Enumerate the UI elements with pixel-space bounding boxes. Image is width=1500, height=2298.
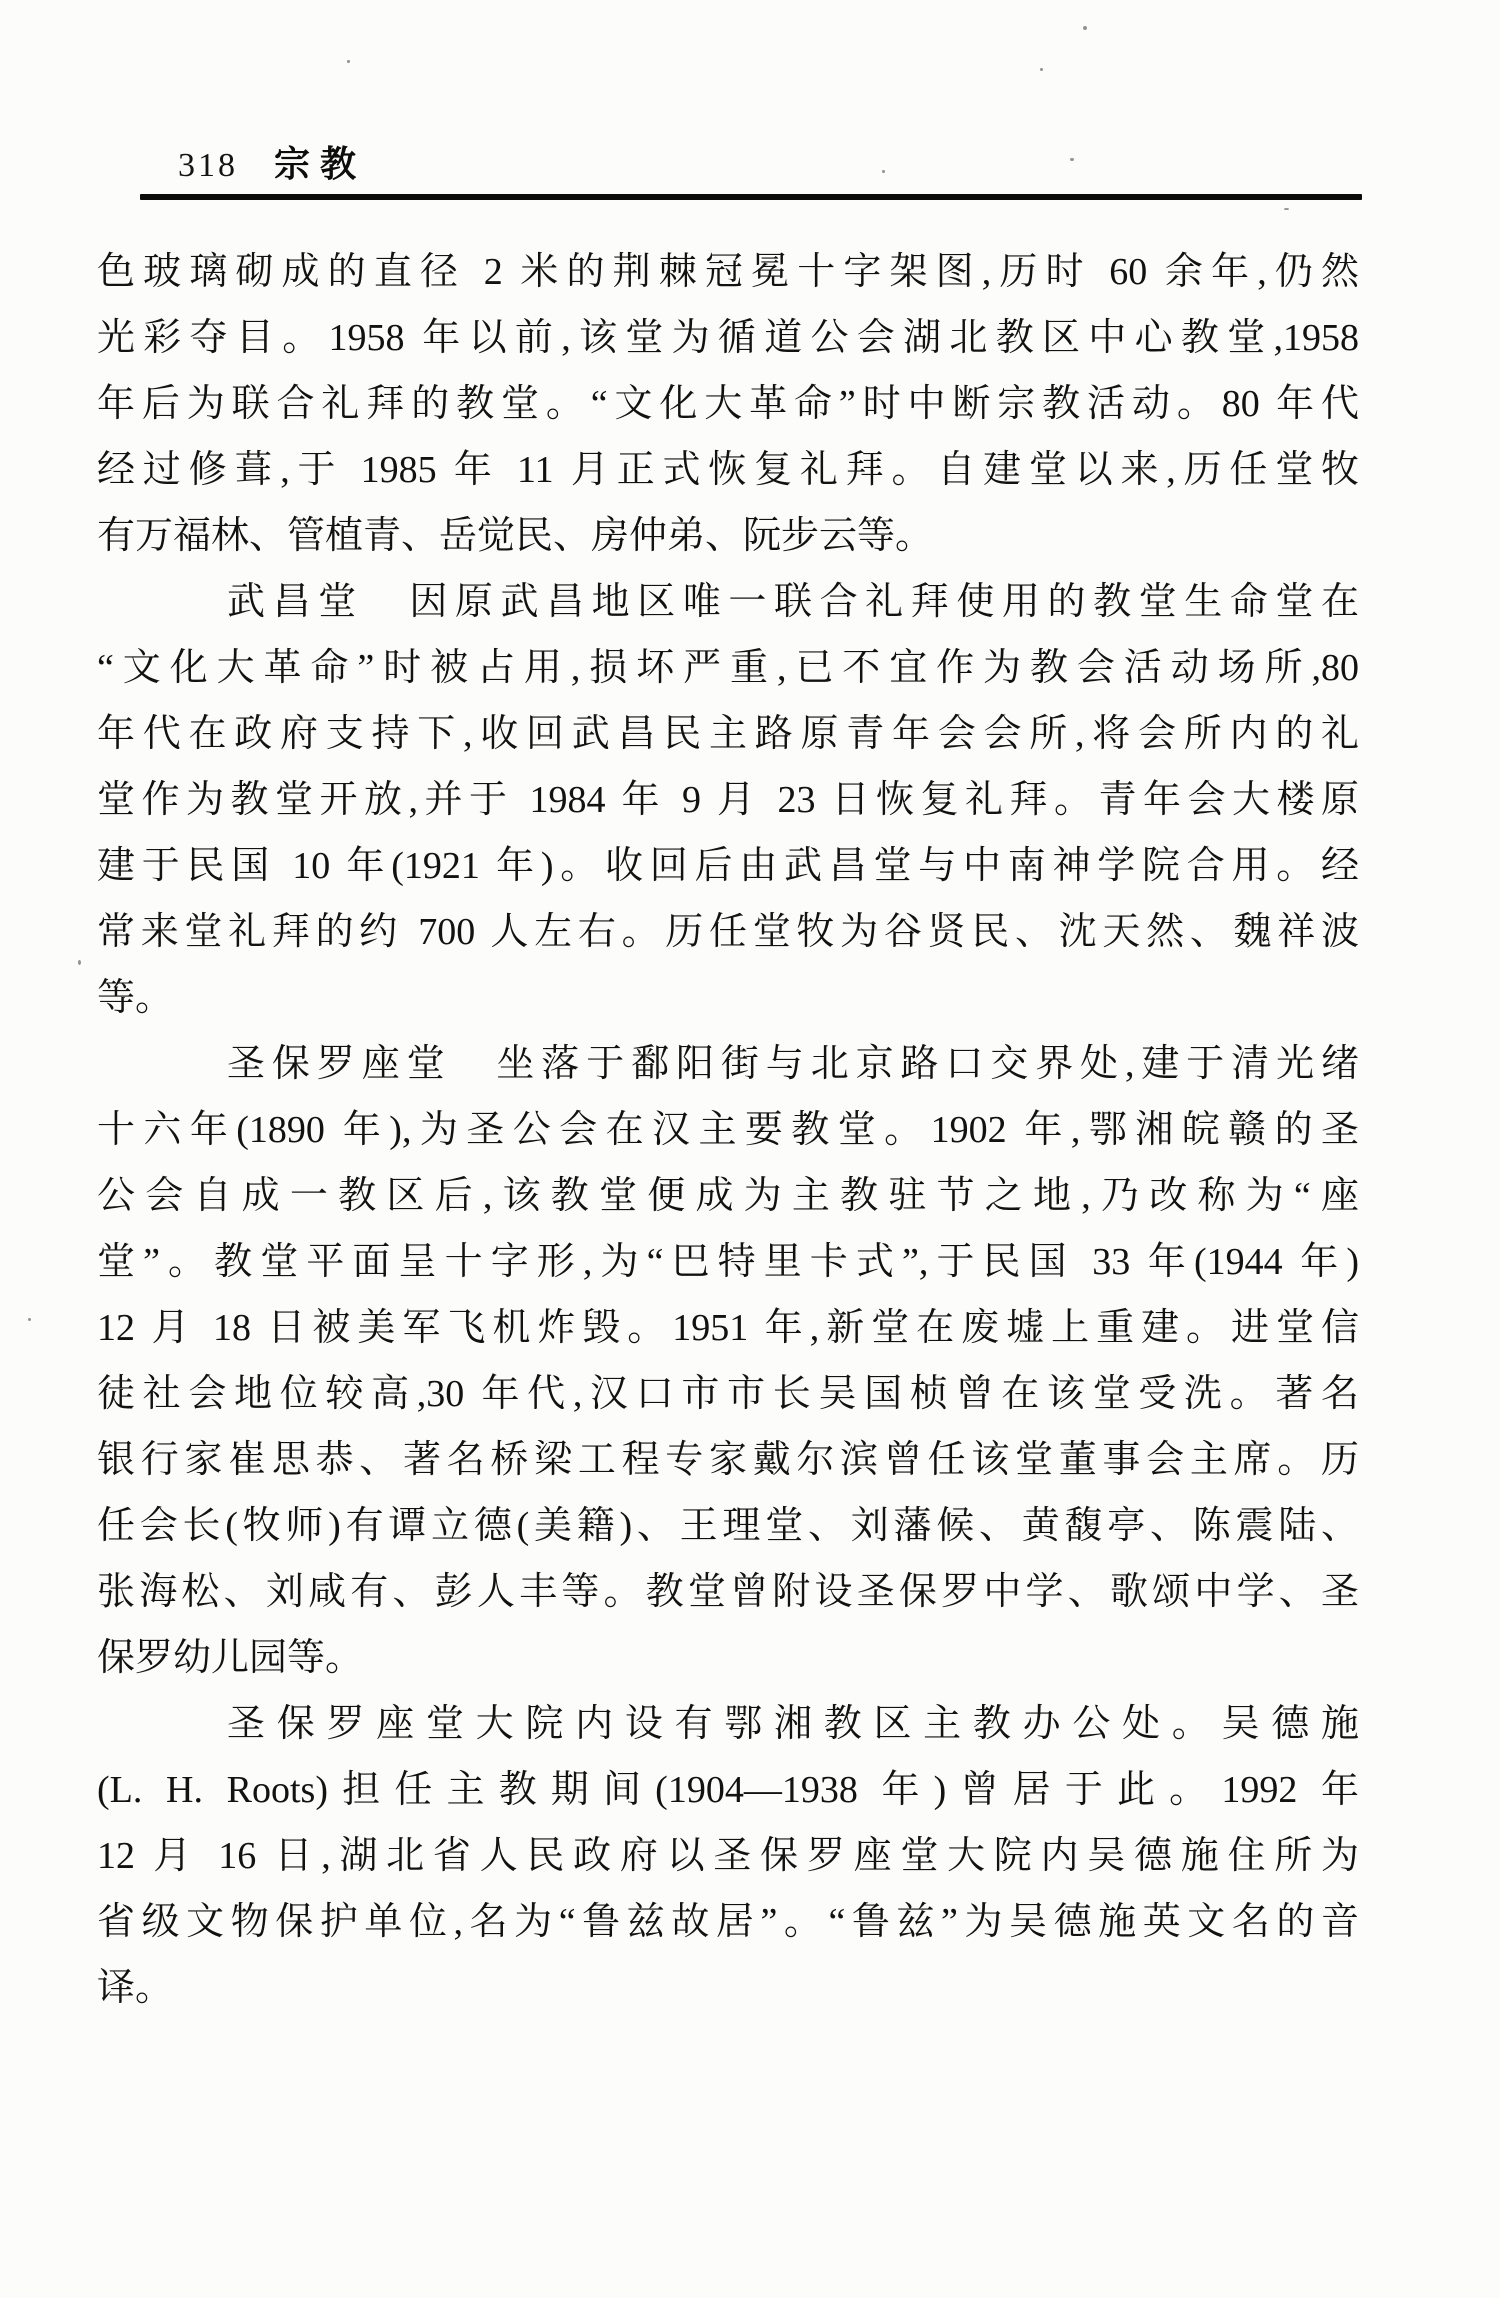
text-line: 经过修葺,于 1985 年 11 月正式恢复礼拜。自建堂以来,历任堂牧 [97, 449, 1359, 491]
text-line: 保罗幼儿园等。 [97, 1637, 364, 1679]
scan-speck [1284, 208, 1289, 210]
scan-speck [1083, 26, 1087, 30]
page-header [178, 136, 366, 187]
text-line: 堂”。教堂平面呈十字形,为“巴特里卡式”,于民国 33 年(1944 年) [97, 1241, 1359, 1283]
text-line: 张海松、刘咸有、彭人丰等。教堂曾附设圣保罗中学、歌颂中学、圣 [97, 1571, 1359, 1613]
body-text [97, 239, 1359, 2021]
text-line: 等。 [97, 977, 174, 1019]
text-line: 光彩夺目。1958 年以前,该堂为循道公会湖北教区中心教堂,1958 [97, 317, 1359, 359]
text-line: 任会长(牧师)有谭立德(美籍)、王理堂、刘藩候、黄馥亭、陈震陆、 [97, 1505, 1359, 1547]
text-line: 年代在政府支持下,收回武昌民主路原青年会会所,将会所内的礼 [97, 713, 1359, 755]
header-rule [140, 194, 1362, 200]
text-line: 公会自成一教区后,该教堂便成为主教驻节之地,乃改称为“座 [97, 1175, 1359, 1217]
scan-speck [1040, 68, 1043, 71]
scan-speck [882, 170, 885, 173]
text-line: 12 月 18 日被美军飞机炸毁。1951 年,新堂在废墟上重建。进堂信 [97, 1307, 1359, 1349]
section-title: 宗教 [274, 144, 367, 184]
page-number: 318 [178, 147, 238, 184]
text-line: 省级文物保护单位,名为“鲁兹故居”。“鲁兹”为吴德施英文名的音 [97, 1901, 1359, 1943]
text-line: “文化大革命”时被占用,损坏严重,已不宜作为教会活动场所,80 [97, 647, 1359, 689]
text-line: 译。 [97, 1967, 174, 2009]
scan-speck [1070, 158, 1074, 161]
text-line: 12 月 16 日,湖北省人民政府以圣保罗座堂大院内吴德施住所为 [97, 1835, 1359, 1877]
text-line: 色玻璃砌成的直径 2 米的荆棘冠冕十字架图,历时 60 余年,仍然 [97, 251, 1359, 293]
scan-speck [347, 60, 350, 63]
text-line: 银行家崔思恭、著名桥梁工程专家戴尔滨曾任该堂董事会主席。历 [97, 1439, 1359, 1481]
scan-speck [78, 960, 81, 965]
text-line paragraph-start: 武昌堂 因原武昌地区唯一联合礼拜使用的教堂生命堂在 [227, 581, 1359, 623]
text-line: 常来堂礼拜的约 700 人左右。历任堂牧为谷贤民、沈天然、魏祥波 [97, 911, 1359, 953]
scan-speck [28, 1318, 31, 1321]
text-line: (L. H. Roots)担任主教期间(1904—1938 年)曾居于此。1992 年 [97, 1769, 1359, 1811]
text-line: 堂作为教堂开放,并于 1984 年 9 月 23 日恢复礼拜。青年会大楼原 [97, 779, 1359, 821]
text-line paragraph-start: 圣保罗座堂大院内设有鄂湘教区主教办公处。吴德施 [227, 1703, 1359, 1745]
text-line paragraph-start: 圣保罗座堂 坐落于鄱阳街与北京路口交界处,建于清光绪 [227, 1043, 1359, 1085]
text-line: 有万福林、管植青、岳觉民、房仲弟、阮步云等。 [97, 515, 934, 557]
text-line: 徒社会地位较高,30 年代,汉口市市长吴国桢曾在该堂受洗。著名 [97, 1373, 1359, 1415]
text-line: 年后为联合礼拜的教堂。“文化大革命”时中断宗教活动。80 年代 [97, 383, 1359, 425]
text-line: 建于民国 10 年(1921 年)。收回后由武昌堂与中南神学院合用。经 [97, 845, 1359, 887]
text-line: 十六年(1890 年),为圣公会在汉主要教堂。1902 年,鄂湘皖赣的圣 [97, 1109, 1359, 1151]
